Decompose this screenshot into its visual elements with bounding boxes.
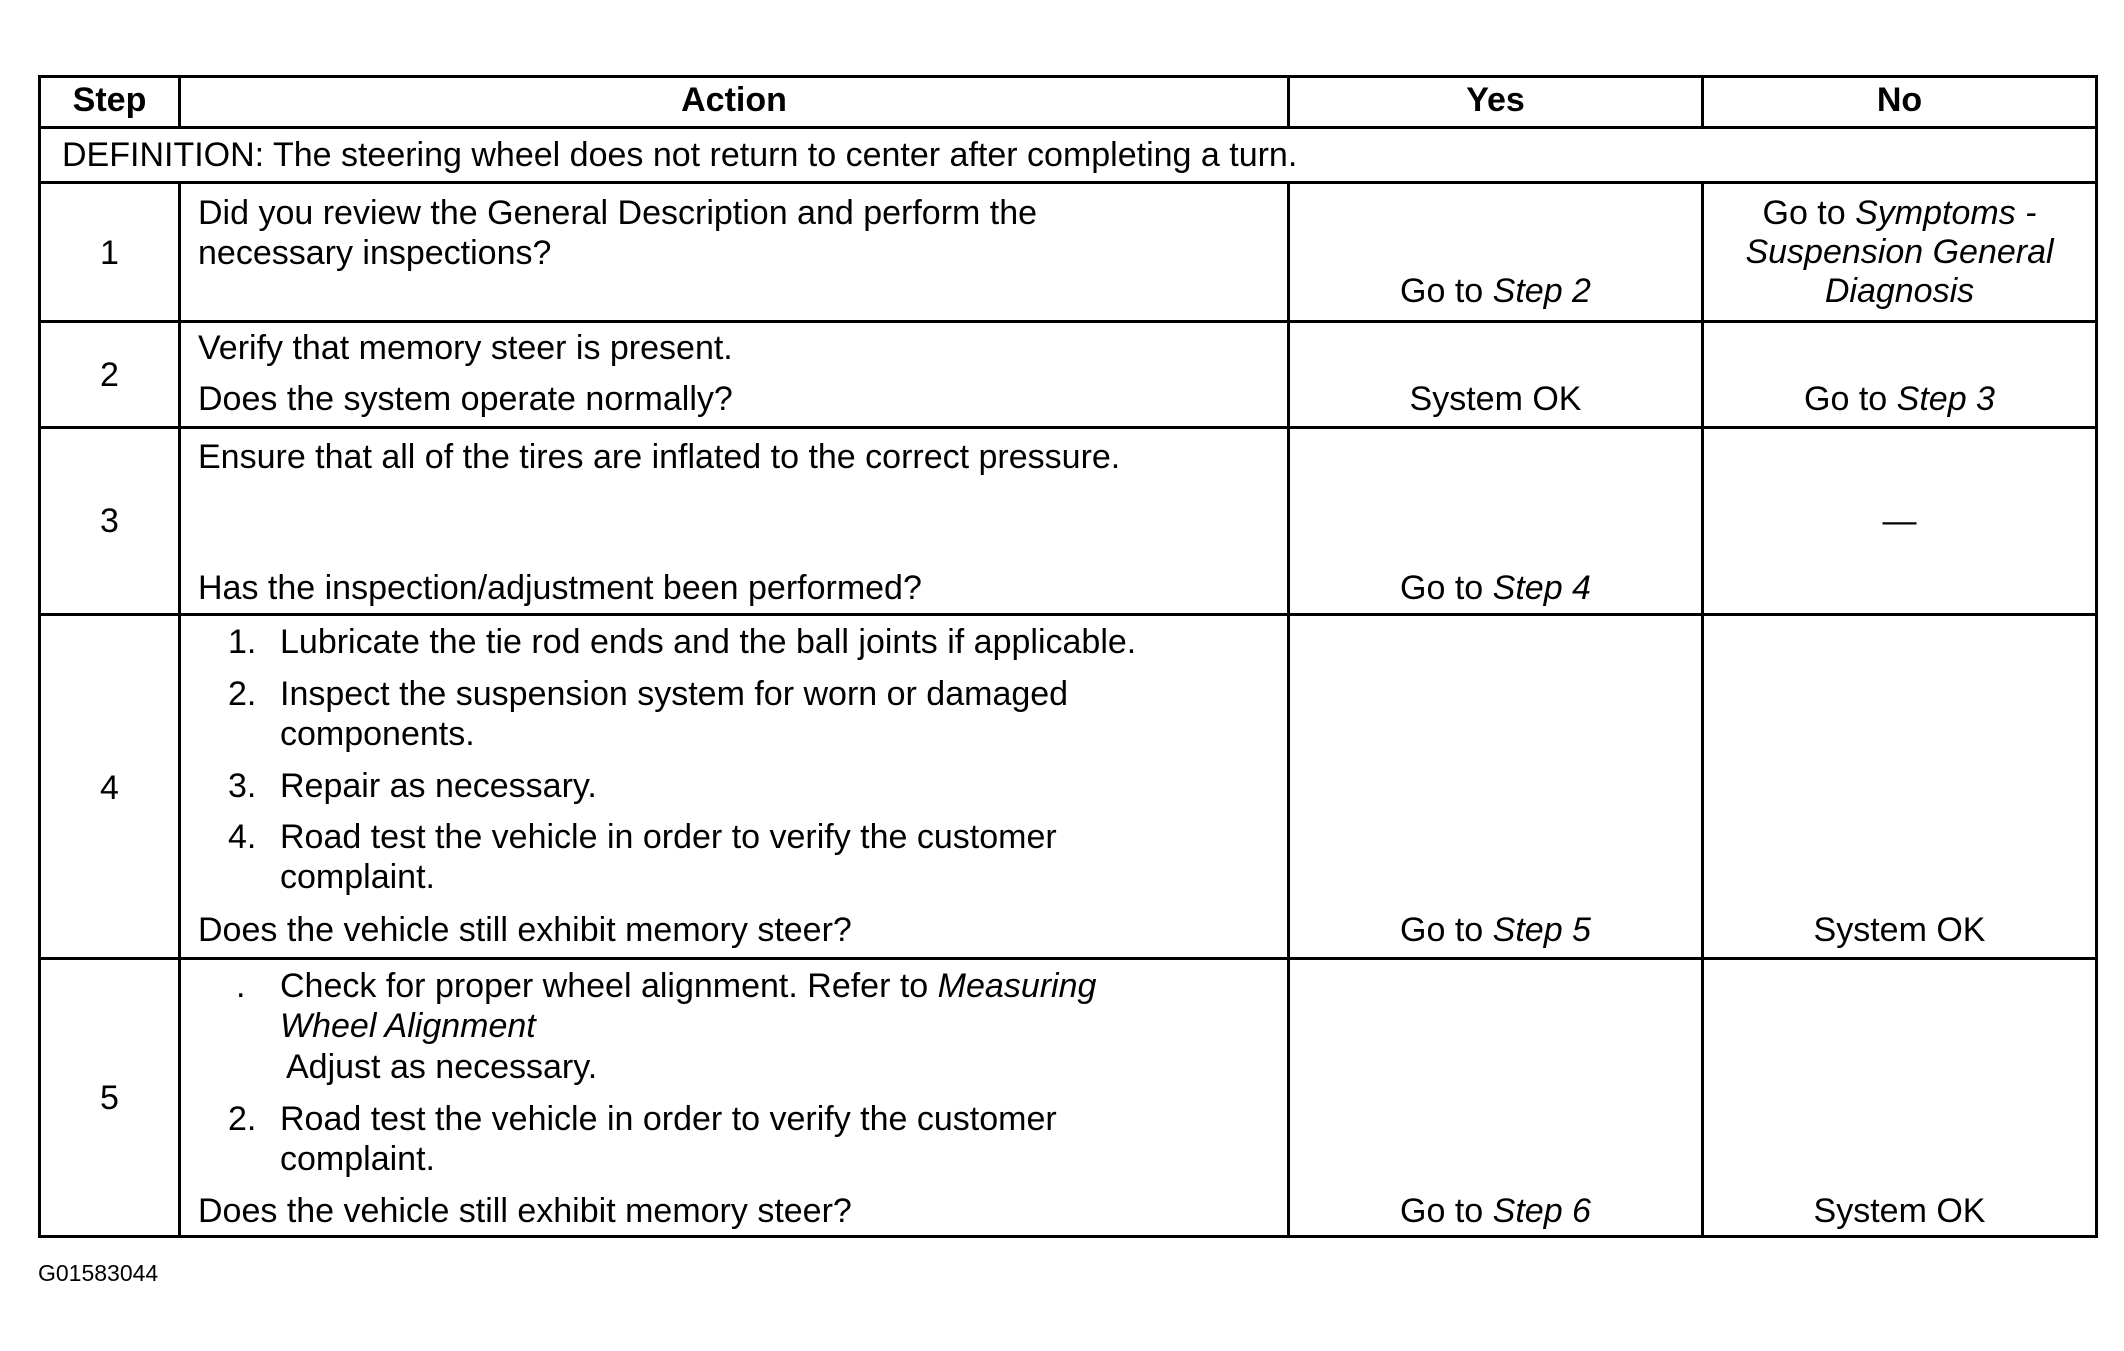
no-result-line — [1704, 232, 2095, 272]
no-result — [1704, 379, 2095, 419]
header-step: Step — [72, 81, 147, 119]
step-link[interactable]: Step 6 — [1492, 1192, 1591, 1230]
list-number: 3. — [228, 767, 257, 805]
row-divider — [38, 320, 2098, 323]
action-text: Ensure that all of the tires are inflated to the correct pressure. — [198, 438, 1121, 476]
yes-result — [1290, 910, 1701, 950]
list-item-text: complaint. — [280, 1140, 435, 1178]
step-number: 2 — [100, 356, 119, 394]
header-yes: Yes — [1466, 81, 1525, 119]
definition-text: DEFINITION: The steering wheel does not return to center after completing a turn. — [62, 136, 1298, 174]
symptoms-link[interactable]: Symptoms - — [1855, 194, 2037, 232]
list-item-text — [280, 1006, 536, 1046]
symptoms-link[interactable]: Suspension General — [1745, 233, 2054, 271]
figure-id: G01583044 — [38, 1260, 159, 1286]
step-number: 1 — [100, 234, 119, 272]
list-number: 1. — [228, 623, 257, 661]
action-text: necessary inspections? — [198, 234, 552, 272]
yes-result — [1290, 271, 1701, 311]
list-item-text: Inspect the suspension system for worn or damaged — [280, 675, 1069, 713]
list-number: 4. — [228, 818, 257, 856]
goto-label: Go to — [1400, 911, 1484, 949]
row-divider — [38, 613, 2098, 616]
yes-result — [1290, 568, 1701, 608]
goto-label: Go to — [1400, 272, 1484, 310]
step-number: 4 — [100, 769, 119, 807]
list-item-text — [280, 966, 1096, 1006]
no-result — [1704, 193, 2095, 233]
action-question: Does the vehicle still exhibit memory steer? — [198, 1192, 852, 1230]
list-number: 2. — [228, 1100, 257, 1138]
step-number: 3 — [100, 502, 119, 540]
no-result-line — [1704, 271, 2095, 311]
list-item-text: components. — [280, 715, 475, 753]
step-number: 5 — [100, 1079, 119, 1117]
goto-label: Go to — [1400, 569, 1484, 607]
col-divider-yes — [1701, 182, 1704, 1238]
step-link[interactable]: Step 3 — [1896, 380, 1995, 418]
list-item-text: Road test the vehicle in order to verify the customer — [280, 818, 1057, 856]
action-text: Did you review the General Description and perform the — [198, 194, 1038, 232]
col-divider-step — [178, 75, 181, 1238]
yes-result — [1290, 1191, 1701, 1231]
step-link[interactable]: Step 5 — [1492, 911, 1591, 949]
action-text: Verify that memory steer is present. — [198, 329, 733, 367]
row-divider — [38, 957, 2098, 960]
symptoms-link[interactable]: Diagnosis — [1824, 272, 1975, 310]
goto-label: Go to — [1804, 380, 1888, 418]
list-item-text: Lubricate the tie rod ends and the ball joints if applicable. — [280, 623, 1137, 661]
measuring-link[interactable]: Wheel Alignment — [280, 1007, 536, 1045]
action-question: Has the inspection/adjustment been performed? — [198, 569, 922, 607]
goto-label: Go to — [1762, 194, 1846, 232]
header-action: Action — [681, 81, 787, 119]
no-result: System OK — [1813, 911, 1986, 949]
definition-divider — [38, 181, 2098, 184]
yes-result: System OK — [1409, 380, 1582, 418]
action-question: Does the vehicle still exhibit memory steer? — [198, 911, 852, 949]
header-divider — [38, 126, 2098, 129]
no-result: System OK — [1813, 1192, 1986, 1230]
list-number: . — [236, 967, 246, 1005]
list-item-text: Adjust as necessary. — [286, 1048, 598, 1086]
goto-label: Go to — [1400, 1192, 1484, 1230]
list-number: 2. — [228, 675, 257, 713]
step-link[interactable]: Step 2 — [1492, 272, 1591, 310]
row-divider — [38, 426, 2098, 429]
list-item-text: Repair as necessary. — [280, 767, 597, 805]
action-question: Does the system operate normally? — [198, 380, 733, 418]
list-item-text: Road test the vehicle in order to verify the customer — [280, 1100, 1057, 1138]
list-item-text: Check for proper wheel alignment. Refer to — [280, 967, 929, 1005]
col-divider-action — [1287, 182, 1290, 1238]
list-item-text: complaint. — [280, 858, 435, 896]
no-result-dash: — — [1882, 502, 1917, 540]
header-no: No — [1876, 81, 1923, 119]
step-link[interactable]: Step 4 — [1492, 569, 1591, 607]
measuring-link[interactable]: Measuring — [937, 967, 1097, 1005]
